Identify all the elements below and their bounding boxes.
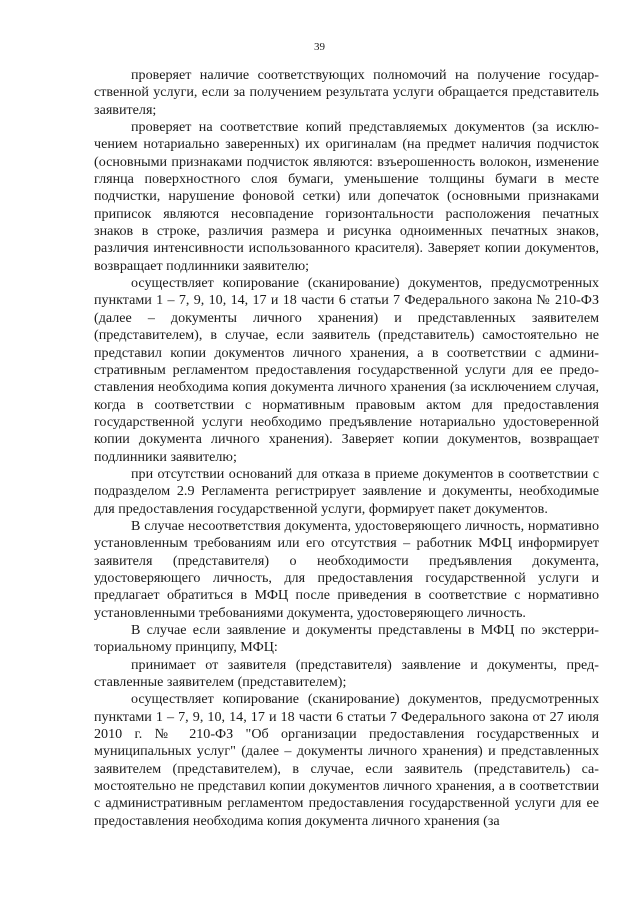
- paragraph: проверяет на соответствие копий представляемых документов (за исключением нотариально заверенных) их оригиналам (на предмет наличия подчисток (основными признаками подчисток являются: взъерошенность волокон, изменение глянца поверхностного слоя бумаги, уменьшение толщины бумаги в месте подчистки, нарушение фоновой сетки) или допечаток (основными признаками приписок являются несовпадение горизонтальности расположения печатных знаков в строке, различия размера и рисунка одноименных печатных знаков, различия интенсивности использованного красителя). Заверяет копии документов, возвращает подлинники заявителю;: [94, 119, 599, 274]
- paragraph: В случае несоответствия документа, удостоверяющего личность, нормативно установленным требованиям или его отсутствия – работник МФЦ информирует заявителя (представителя) о необходимости предъявления документа, удостоверяющего личность, для предоставления государственной услуги и предлагает обратиться в МФЦ после приведения в соответствие с нормативно установленными требованиями документа, удостоверяющего личность.: [94, 517, 599, 621]
- page-number: 39: [314, 41, 325, 53]
- paragraph: осуществляет копирование (сканирование) документов, предусмотренных пунктами 1 – 7, 9, 10, 14, 17 и 18 части 6 статьи 7 Федерального закона № 210-ФЗ (далее – документы личного хранения) и представленных заявителем (представителем), в случае, если заявитель (представитель) самостоятельно не представил копии документов личного хранения, а в соответствии с административным регламентом предоставления государственной услуги для ее предоставления необходима копия документа личного хранения (за исключением случая, когда в соответствии с нормативным правовым актом для предоставления государственной услуги необходимо предъявление нотариально удостоверенной копии документа личного хранения). Заверяет копии документов, возвращает подлинники заявителю;: [94, 275, 599, 465]
- paragraph: при отсутствии оснований для отказа в приеме документов в соответствии с подразделом 2.9 Регламента регистрирует заявление и документы, необходимые для предоставления государственной услуги, формирует пакет документов.: [94, 465, 599, 517]
- paragraph: проверяет наличие соответствующих полномочий на получение государственной услуги, если за получением результата услуги обращается представитель заявителя;: [94, 67, 599, 118]
- document-body: [94, 67, 599, 830]
- paragraph: осуществляет копирование (сканирование) документов, предусмотренных пунктами 1 – 7, 9, 10, 14, 17 и 18 части 6 статьи 7 Федерального закона от 27 июля 2010 г. № 210-ФЗ "Об организации предоставления государственных и муниципальных услуг" (далее – документы личного хранения) и представленных заявителем (представителем), в случае, если заявитель (представитель) самостоятельно не представил копии документов личного хранения, а в соответствии с административным регламентом предоставления государственной услуги для ее предоставления необходима копия документа личного хранения (за: [94, 691, 599, 829]
- paragraph: В случае если заявление и документы представлены в МФЦ по экстерриториальному принципу, МФЦ:: [94, 622, 599, 656]
- paragraph: принимает от заявителя (представителя) заявление и документы, представленные заявителем (представителем);: [94, 656, 599, 691]
